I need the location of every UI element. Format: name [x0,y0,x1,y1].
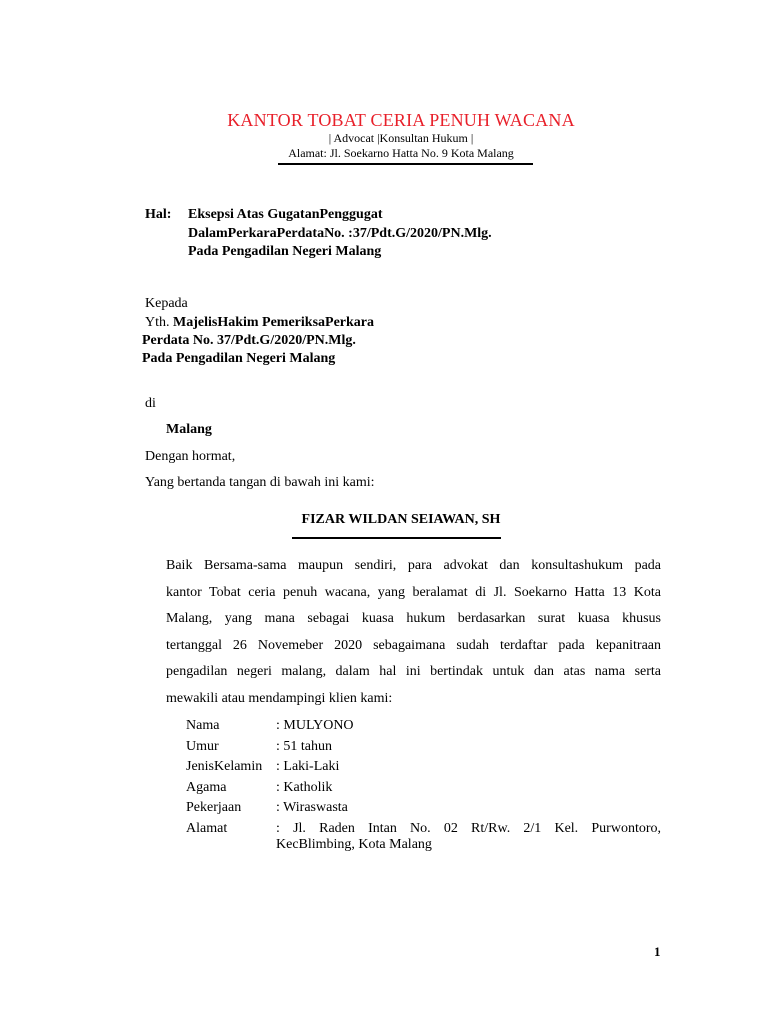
greeting: Dengan hormat, [145,449,236,464]
client-label: Nama [186,718,220,733]
body-line: pengadilan negeri malang, dalam hal ini bertindak untuk dan atas nama serta [166,664,661,679]
recipient-court: Pada Pengadilan Negeri Malang [142,351,336,366]
client-value: : Katholik [276,779,333,795]
client-row-jenis-kelamin [186,759,661,780]
client-value: : MULYONO [276,718,354,733]
page-number: 1 [654,944,661,959]
signatory-underline [292,537,501,539]
body-line: mewakili atau mendampingi klien kami: [166,690,393,706]
body-line: tertanggal 26 Novemeber 2020 sebagaimana sudah terdaftar pada kepanitraan [166,637,661,653]
recipient-case: Perdata No. 37/Pdt.G/2020/PN.Mlg. [142,333,356,348]
client-value: : Laki-Laki [276,759,340,775]
body-line: kantor Tobat ceria penuh wacana, yang beralamat di Jl. Soekarno Hatta 13 Kota [166,584,661,600]
letterhead-divider [278,163,533,165]
letterhead-address: Alamat: Jl. Soekarno Hatta No. 9 Kota Malang [288,146,514,160]
client-label: Pekerjaan [186,800,242,816]
client-address-line-1: : Jl. Raden Intan No. 02 Rt/Rw. 2/1 Kel. Purwontoro, [276,820,661,836]
client-value: : 51 tahun [276,738,332,754]
recipient-di: di [145,396,156,411]
subject-line-1: Eksepsi Atas GugatanPenggugat [188,207,383,222]
recipient-yth-name: MajelisHakim PemeriksaPerkara [173,315,375,330]
body-paragraph [166,553,661,712]
client-row-nama [186,718,661,739]
client-label: Agama [186,779,227,795]
client-label: Umur [186,738,219,754]
client-address-line-2: KecBlimbing, Kota Malang [276,836,432,852]
subject-line-2: DalamPerkaraPerdataNo. :37/Pdt.G/2020/PN.Mlg. [188,226,492,241]
client-row-pekerjaan [186,800,661,821]
intro-text: Yang bertanda tangan di bawah ini kami: [145,475,375,490]
recipient-city: Malang [166,422,212,437]
recipient-yth-prefix: Yth. [145,315,170,330]
client-label: JenisKelamin [186,759,263,775]
subject-line-3: Pada Pengadilan Negeri Malang [188,244,382,259]
client-identity-table [186,718,661,852]
client-label: Alamat [186,820,228,836]
client-row-alamat [186,820,661,852]
subject-label: Hal: [145,207,172,222]
client-row-umur [186,739,661,760]
client-value [276,821,661,853]
client-value: : Wiraswasta [276,800,348,816]
recipient-kepada: Kepada [145,296,188,311]
body-line: Malang, yang mana sebagai kuasa hukum berdasarkan surat kuasa khusus [166,611,661,626]
client-row-agama [186,780,661,801]
signatory-name: FIZAR WILDAN SEIAWAN, SH [301,512,501,527]
recipient-yth [145,315,374,331]
body-line: Baik Bersama-sama maupun sendiri, para advokat dan konsultashukum pada [166,558,661,573]
letterhead-title: KANTOR TOBAT CERIA PENUH WACANA [227,110,575,130]
letterhead-subtitle: | Advocat |Konsultan Hukum | [328,131,474,145]
